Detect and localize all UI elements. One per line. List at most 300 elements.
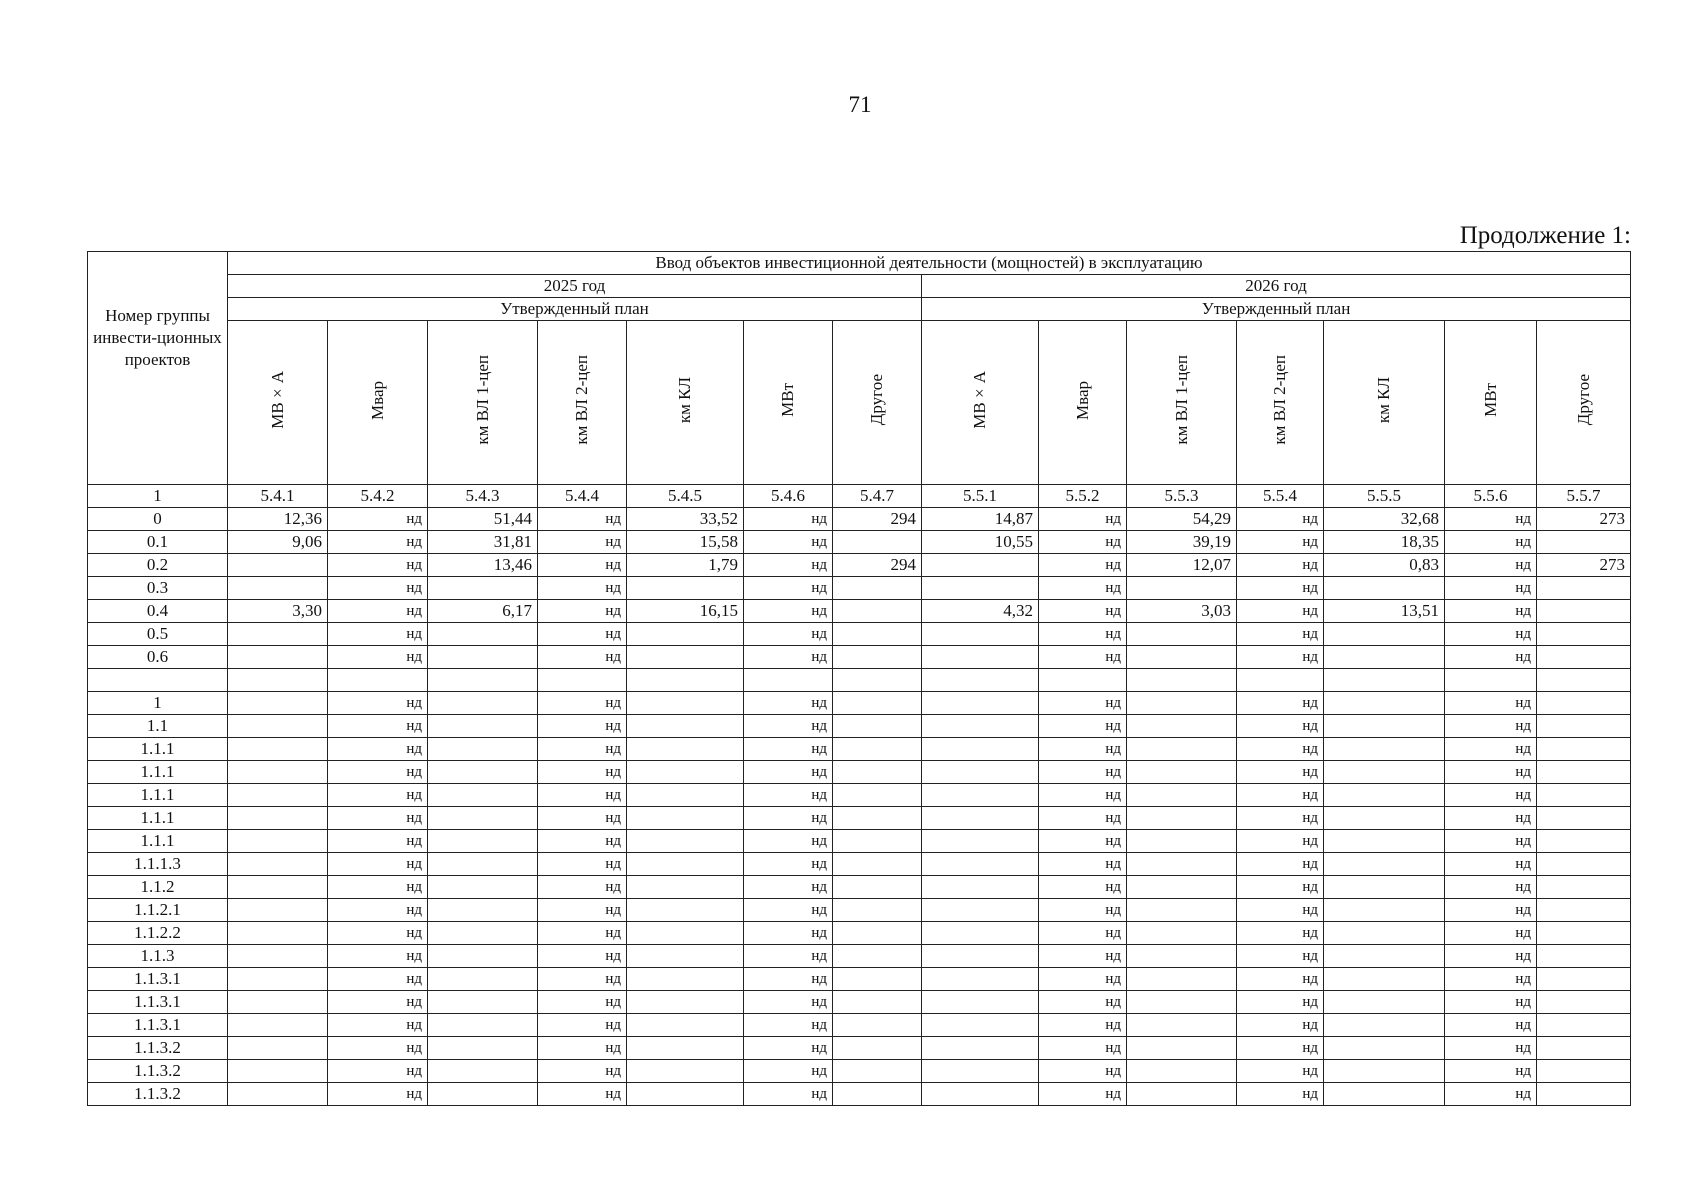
- value-cell: нд: [538, 761, 627, 784]
- header-row-units: [88, 321, 1631, 485]
- continuation-label: Продолжение 1:: [1459, 222, 1631, 249]
- value-cell: нд: [744, 738, 833, 761]
- group-number-cell: 1.1.1.3: [88, 853, 228, 876]
- value-cell: [428, 968, 538, 991]
- value-cell: [833, 715, 922, 738]
- value-cell: 13,46: [428, 554, 538, 577]
- unit-header-cell: [428, 321, 538, 485]
- value-cell: [228, 968, 328, 991]
- value-cell: [627, 1037, 744, 1060]
- value-cell: [228, 623, 328, 646]
- value-cell: 0,83: [1324, 554, 1445, 577]
- value-cell: [833, 784, 922, 807]
- value-cell: [922, 945, 1039, 968]
- value-cell: [228, 554, 328, 577]
- value-cell: нд: [1039, 991, 1127, 1014]
- value-cell: [922, 554, 1039, 577]
- group-number-cell: 1.1.2: [88, 876, 228, 899]
- value-cell: [228, 991, 328, 1014]
- column-number-cell: 5.4.6: [744, 485, 833, 508]
- value-cell: нд: [744, 623, 833, 646]
- value-cell: нд: [1445, 1014, 1537, 1037]
- value-cell: [1537, 1060, 1631, 1083]
- value-cell: [833, 876, 922, 899]
- table-row: [88, 692, 1631, 715]
- value-cell: [228, 1060, 328, 1083]
- value-cell: [922, 922, 1039, 945]
- value-cell: [1537, 692, 1631, 715]
- group-number-cell: 0.5: [88, 623, 228, 646]
- table-row: [88, 715, 1631, 738]
- value-cell: [1324, 577, 1445, 600]
- value-cell: [1537, 738, 1631, 761]
- value-cell: [1127, 899, 1237, 922]
- value-cell: [1324, 738, 1445, 761]
- unit-header-label: Мвар: [367, 380, 387, 420]
- value-cell: нд: [744, 531, 833, 554]
- value-cell: 9,06: [228, 531, 328, 554]
- value-cell: [1127, 669, 1237, 692]
- value-cell: нд: [328, 600, 428, 623]
- value-cell: нд: [1445, 968, 1537, 991]
- value-cell: [922, 1060, 1039, 1083]
- main-title-header: Ввод объектов инвестиционной деятельности (мощностей) в эксплуатацию: [228, 252, 1631, 275]
- value-cell: [627, 738, 744, 761]
- value-cell: нд: [1237, 646, 1324, 669]
- value-cell: нд: [1237, 876, 1324, 899]
- value-cell: нд: [744, 692, 833, 715]
- table-row: [88, 577, 1631, 600]
- value-cell: [1324, 761, 1445, 784]
- value-cell: нд: [1237, 554, 1324, 577]
- value-cell: [833, 669, 922, 692]
- value-cell: [428, 830, 538, 853]
- plan-header-2026: Утвержденный план: [922, 298, 1631, 321]
- table-row: [88, 1014, 1631, 1037]
- value-cell: [1127, 991, 1237, 1014]
- value-cell: [1127, 1037, 1237, 1060]
- value-cell: нд: [538, 784, 627, 807]
- value-cell: нд: [328, 1083, 428, 1106]
- value-cell: 13,51: [1324, 600, 1445, 623]
- group-number-cell: 1.1.3.2: [88, 1083, 228, 1106]
- value-cell: нд: [1039, 715, 1127, 738]
- value-cell: [1324, 1060, 1445, 1083]
- value-cell: [1324, 991, 1445, 1014]
- value-cell: нд: [1039, 968, 1127, 991]
- value-cell: нд: [1445, 623, 1537, 646]
- value-cell: нд: [1237, 853, 1324, 876]
- value-cell: [428, 784, 538, 807]
- value-cell: нд: [1237, 807, 1324, 830]
- value-cell: [1324, 646, 1445, 669]
- value-cell: [922, 646, 1039, 669]
- unit-header-label: км ВЛ 2-цеп: [1270, 355, 1289, 445]
- group-number-cell: 1.1.3.1: [88, 991, 228, 1014]
- value-cell: [833, 899, 922, 922]
- value-cell: нд: [1445, 922, 1537, 945]
- value-cell: [922, 899, 1039, 922]
- value-cell: [1537, 531, 1631, 554]
- value-cell: нд: [538, 646, 627, 669]
- value-cell: нд: [538, 1083, 627, 1106]
- value-cell: нд: [1039, 853, 1127, 876]
- group-number-cell: 1.1.1: [88, 738, 228, 761]
- value-cell: [1324, 1014, 1445, 1037]
- value-cell: нд: [744, 899, 833, 922]
- value-cell: 6,17: [428, 600, 538, 623]
- value-cell: нд: [1039, 784, 1127, 807]
- value-cell: [627, 968, 744, 991]
- value-cell: [627, 1014, 744, 1037]
- value-cell: [1324, 623, 1445, 646]
- value-cell: нд: [328, 922, 428, 945]
- value-cell: нд: [1445, 1060, 1537, 1083]
- unit-header-cell: [1127, 321, 1237, 485]
- value-cell: нд: [538, 807, 627, 830]
- table-row: [88, 1060, 1631, 1083]
- value-cell: [833, 600, 922, 623]
- unit-header-cell: [922, 321, 1039, 485]
- value-cell: [1537, 945, 1631, 968]
- table-row: [88, 945, 1631, 968]
- value-cell: нд: [1237, 830, 1324, 853]
- unit-header-label: км ВЛ 2-цеп: [572, 355, 591, 445]
- value-cell: [1537, 761, 1631, 784]
- value-cell: нд: [1237, 784, 1324, 807]
- value-cell: [1127, 761, 1237, 784]
- value-cell: нд: [1039, 623, 1127, 646]
- value-cell: [627, 830, 744, 853]
- value-cell: [1324, 1037, 1445, 1060]
- value-cell: нд: [1445, 784, 1537, 807]
- value-cell: нд: [1445, 646, 1537, 669]
- value-cell: нд: [1445, 830, 1537, 853]
- value-cell: нд: [1445, 715, 1537, 738]
- value-cell: нд: [328, 646, 428, 669]
- group-number-cell: 1.1.2.2: [88, 922, 228, 945]
- value-cell: [428, 715, 538, 738]
- value-cell: нд: [744, 554, 833, 577]
- value-cell: 54,29: [1127, 508, 1237, 531]
- column-number-cell: 5.5.7: [1537, 485, 1631, 508]
- unit-header-label: км КЛ: [1374, 376, 1393, 424]
- value-cell: нд: [1039, 1014, 1127, 1037]
- group-number-cell: 0.3: [88, 577, 228, 600]
- value-cell: нд: [1445, 1083, 1537, 1106]
- value-cell: [228, 876, 328, 899]
- value-cell: [744, 669, 833, 692]
- value-cell: нд: [328, 531, 428, 554]
- value-cell: нд: [328, 738, 428, 761]
- value-cell: [922, 669, 1039, 692]
- value-cell: [833, 853, 922, 876]
- value-cell: нд: [1237, 531, 1324, 554]
- unit-header-label: Другое: [867, 374, 886, 426]
- value-cell: [922, 853, 1039, 876]
- value-cell: нд: [1445, 876, 1537, 899]
- value-cell: нд: [1237, 577, 1324, 600]
- value-cell: нд: [328, 692, 428, 715]
- value-cell: нд: [1039, 876, 1127, 899]
- table-row: [88, 669, 1631, 692]
- table-row: [88, 876, 1631, 899]
- value-cell: нд: [1237, 899, 1324, 922]
- value-cell: [228, 922, 328, 945]
- value-cell: [833, 577, 922, 600]
- value-cell: нд: [328, 945, 428, 968]
- value-cell: 33,52: [627, 508, 744, 531]
- value-cell: [833, 531, 922, 554]
- value-cell: нд: [328, 761, 428, 784]
- unit-header-label: км КЛ: [675, 376, 694, 424]
- value-cell: нд: [328, 715, 428, 738]
- value-cell: [228, 784, 328, 807]
- value-cell: [428, 577, 538, 600]
- value-cell: [833, 646, 922, 669]
- group-number-cell: 1: [88, 692, 228, 715]
- value-cell: [1127, 692, 1237, 715]
- value-cell: нд: [538, 554, 627, 577]
- group-number-cell: 0.1: [88, 531, 228, 554]
- unit-header-cell: [538, 321, 627, 485]
- unit-header-label: МВт: [778, 383, 797, 417]
- value-cell: [1127, 1014, 1237, 1037]
- value-cell: 39,19: [1127, 531, 1237, 554]
- table-row: [88, 991, 1631, 1014]
- value-cell: [833, 1037, 922, 1060]
- table-row: [88, 623, 1631, 646]
- value-cell: нд: [744, 1083, 833, 1106]
- value-cell: нд: [538, 922, 627, 945]
- group-number-cell: 0.2: [88, 554, 228, 577]
- value-cell: нд: [328, 991, 428, 1014]
- table-row: [88, 922, 1631, 945]
- value-cell: [428, 991, 538, 1014]
- value-cell: [922, 807, 1039, 830]
- group-number-cell: 1.1.3: [88, 945, 228, 968]
- value-cell: [538, 669, 627, 692]
- value-cell: нд: [1039, 945, 1127, 968]
- value-cell: [1324, 876, 1445, 899]
- value-cell: [833, 991, 922, 1014]
- value-cell: [922, 876, 1039, 899]
- value-cell: [1127, 715, 1237, 738]
- value-cell: [1324, 692, 1445, 715]
- value-cell: нд: [1237, 968, 1324, 991]
- value-cell: [627, 646, 744, 669]
- value-cell: нд: [744, 1060, 833, 1083]
- unit-header-label: км ВЛ 1-цеп: [472, 355, 492, 445]
- value-cell: [627, 899, 744, 922]
- value-cell: [922, 830, 1039, 853]
- table-row: [88, 807, 1631, 830]
- value-cell: нд: [1039, 1060, 1127, 1083]
- value-cell: нд: [1039, 646, 1127, 669]
- group-number-header: Номер группы инвести-ционных проектов: [88, 252, 228, 485]
- value-cell: нд: [538, 968, 627, 991]
- group-number-cell: 1.1.3.1: [88, 968, 228, 991]
- value-cell: [627, 876, 744, 899]
- value-cell: 3,03: [1127, 600, 1237, 623]
- value-cell: нд: [1237, 1014, 1324, 1037]
- group-number-cell: 1.1.1: [88, 830, 228, 853]
- value-cell: нд: [1237, 1060, 1324, 1083]
- value-cell: нд: [538, 853, 627, 876]
- value-cell: нд: [1039, 577, 1127, 600]
- value-cell: [1127, 738, 1237, 761]
- value-cell: [627, 669, 744, 692]
- value-cell: [833, 761, 922, 784]
- value-cell: [1324, 807, 1445, 830]
- value-cell: [228, 761, 328, 784]
- value-cell: [627, 807, 744, 830]
- column-number-cell: 5.5.5: [1324, 485, 1445, 508]
- value-cell: 31,81: [428, 531, 538, 554]
- value-cell: нд: [1039, 1083, 1127, 1106]
- value-cell: [1127, 784, 1237, 807]
- value-cell: нд: [1039, 554, 1127, 577]
- column-number-cell: 1: [88, 485, 228, 508]
- value-cell: [833, 945, 922, 968]
- value-cell: нд: [744, 761, 833, 784]
- group-number-cell: 1.1.2.1: [88, 899, 228, 922]
- group-number-cell: 1.1.3.1: [88, 1014, 228, 1037]
- value-cell: нд: [1445, 600, 1537, 623]
- value-cell: 18,35: [1324, 531, 1445, 554]
- value-cell: [428, 922, 538, 945]
- value-cell: [1537, 853, 1631, 876]
- value-cell: [1537, 623, 1631, 646]
- value-cell: [428, 738, 538, 761]
- value-cell: [1537, 922, 1631, 945]
- value-cell: [1127, 945, 1237, 968]
- value-cell: [1324, 669, 1445, 692]
- value-cell: нд: [538, 1037, 627, 1060]
- value-cell: [922, 784, 1039, 807]
- value-cell: [627, 715, 744, 738]
- investment-commissioning-table: [87, 251, 1631, 1106]
- value-cell: [228, 646, 328, 669]
- value-cell: [1127, 876, 1237, 899]
- value-cell: нд: [744, 577, 833, 600]
- value-cell: 16,15: [627, 600, 744, 623]
- value-cell: [1324, 945, 1445, 968]
- value-cell: 12,07: [1127, 554, 1237, 577]
- value-cell: [833, 968, 922, 991]
- value-cell: нд: [328, 1060, 428, 1083]
- value-cell: 294: [833, 554, 922, 577]
- value-cell: нд: [538, 1014, 627, 1037]
- value-cell: 273: [1537, 554, 1631, 577]
- value-cell: нд: [538, 623, 627, 646]
- column-number-cell: 5.5.6: [1445, 485, 1537, 508]
- value-cell: [428, 1060, 538, 1083]
- value-cell: нд: [1039, 830, 1127, 853]
- value-cell: 32,68: [1324, 508, 1445, 531]
- value-cell: нд: [1445, 807, 1537, 830]
- value-cell: нд: [328, 554, 428, 577]
- header-row-years: [88, 275, 1631, 298]
- value-cell: [428, 876, 538, 899]
- value-cell: [1537, 830, 1631, 853]
- value-cell: нд: [538, 508, 627, 531]
- value-cell: [428, 1037, 538, 1060]
- value-cell: нд: [744, 646, 833, 669]
- value-cell: [627, 991, 744, 1014]
- group-number-cell: 1.1.3.2: [88, 1037, 228, 1060]
- value-cell: нд: [1039, 692, 1127, 715]
- value-cell: нд: [1237, 600, 1324, 623]
- value-cell: нд: [744, 1014, 833, 1037]
- value-cell: [228, 945, 328, 968]
- value-cell: нд: [1237, 922, 1324, 945]
- unit-header-cell: [328, 321, 428, 485]
- value-cell: 273: [1537, 508, 1631, 531]
- value-cell: [1237, 669, 1324, 692]
- column-number-cell: 5.5.1: [922, 485, 1039, 508]
- value-cell: нд: [1445, 853, 1537, 876]
- value-cell: [428, 807, 538, 830]
- value-cell: [1127, 853, 1237, 876]
- column-number-cell: 5.5.4: [1237, 485, 1324, 508]
- value-cell: нд: [744, 922, 833, 945]
- value-cell: 51,44: [428, 508, 538, 531]
- value-cell: нд: [328, 853, 428, 876]
- group-number-cell: 1.1.3.2: [88, 1060, 228, 1083]
- value-cell: [922, 991, 1039, 1014]
- value-cell: [1537, 1083, 1631, 1106]
- table-row: [88, 853, 1631, 876]
- value-cell: нд: [1445, 761, 1537, 784]
- group-number-cell: 0.4: [88, 600, 228, 623]
- value-cell: [1537, 600, 1631, 623]
- value-cell: нд: [328, 899, 428, 922]
- unit-header-cell: [627, 321, 744, 485]
- value-cell: 3,30: [228, 600, 328, 623]
- value-cell: [833, 1014, 922, 1037]
- value-cell: [1537, 577, 1631, 600]
- value-cell: [922, 1014, 1039, 1037]
- value-cell: [1324, 830, 1445, 853]
- value-cell: 294: [833, 508, 922, 531]
- value-cell: [228, 738, 328, 761]
- value-cell: [1324, 968, 1445, 991]
- value-cell: [627, 922, 744, 945]
- value-cell: [228, 669, 328, 692]
- group-number-cell: 1.1.1: [88, 807, 228, 830]
- value-cell: [627, 577, 744, 600]
- value-cell: [428, 1014, 538, 1037]
- column-number-row: [88, 485, 1631, 508]
- year-header-2026: 2026 год: [922, 275, 1631, 298]
- column-number-cell: 5.5.2: [1039, 485, 1127, 508]
- value-cell: [1324, 899, 1445, 922]
- value-cell: нд: [744, 1037, 833, 1060]
- value-cell: нд: [328, 830, 428, 853]
- table-row: [88, 899, 1631, 922]
- value-cell: [1537, 968, 1631, 991]
- value-cell: нд: [328, 1037, 428, 1060]
- value-cell: нд: [538, 600, 627, 623]
- value-cell: [428, 669, 538, 692]
- value-cell: [1127, 577, 1237, 600]
- value-cell: [1537, 646, 1631, 669]
- table-row: [88, 1037, 1631, 1060]
- value-cell: нд: [538, 738, 627, 761]
- value-cell: нд: [744, 600, 833, 623]
- value-cell: [922, 692, 1039, 715]
